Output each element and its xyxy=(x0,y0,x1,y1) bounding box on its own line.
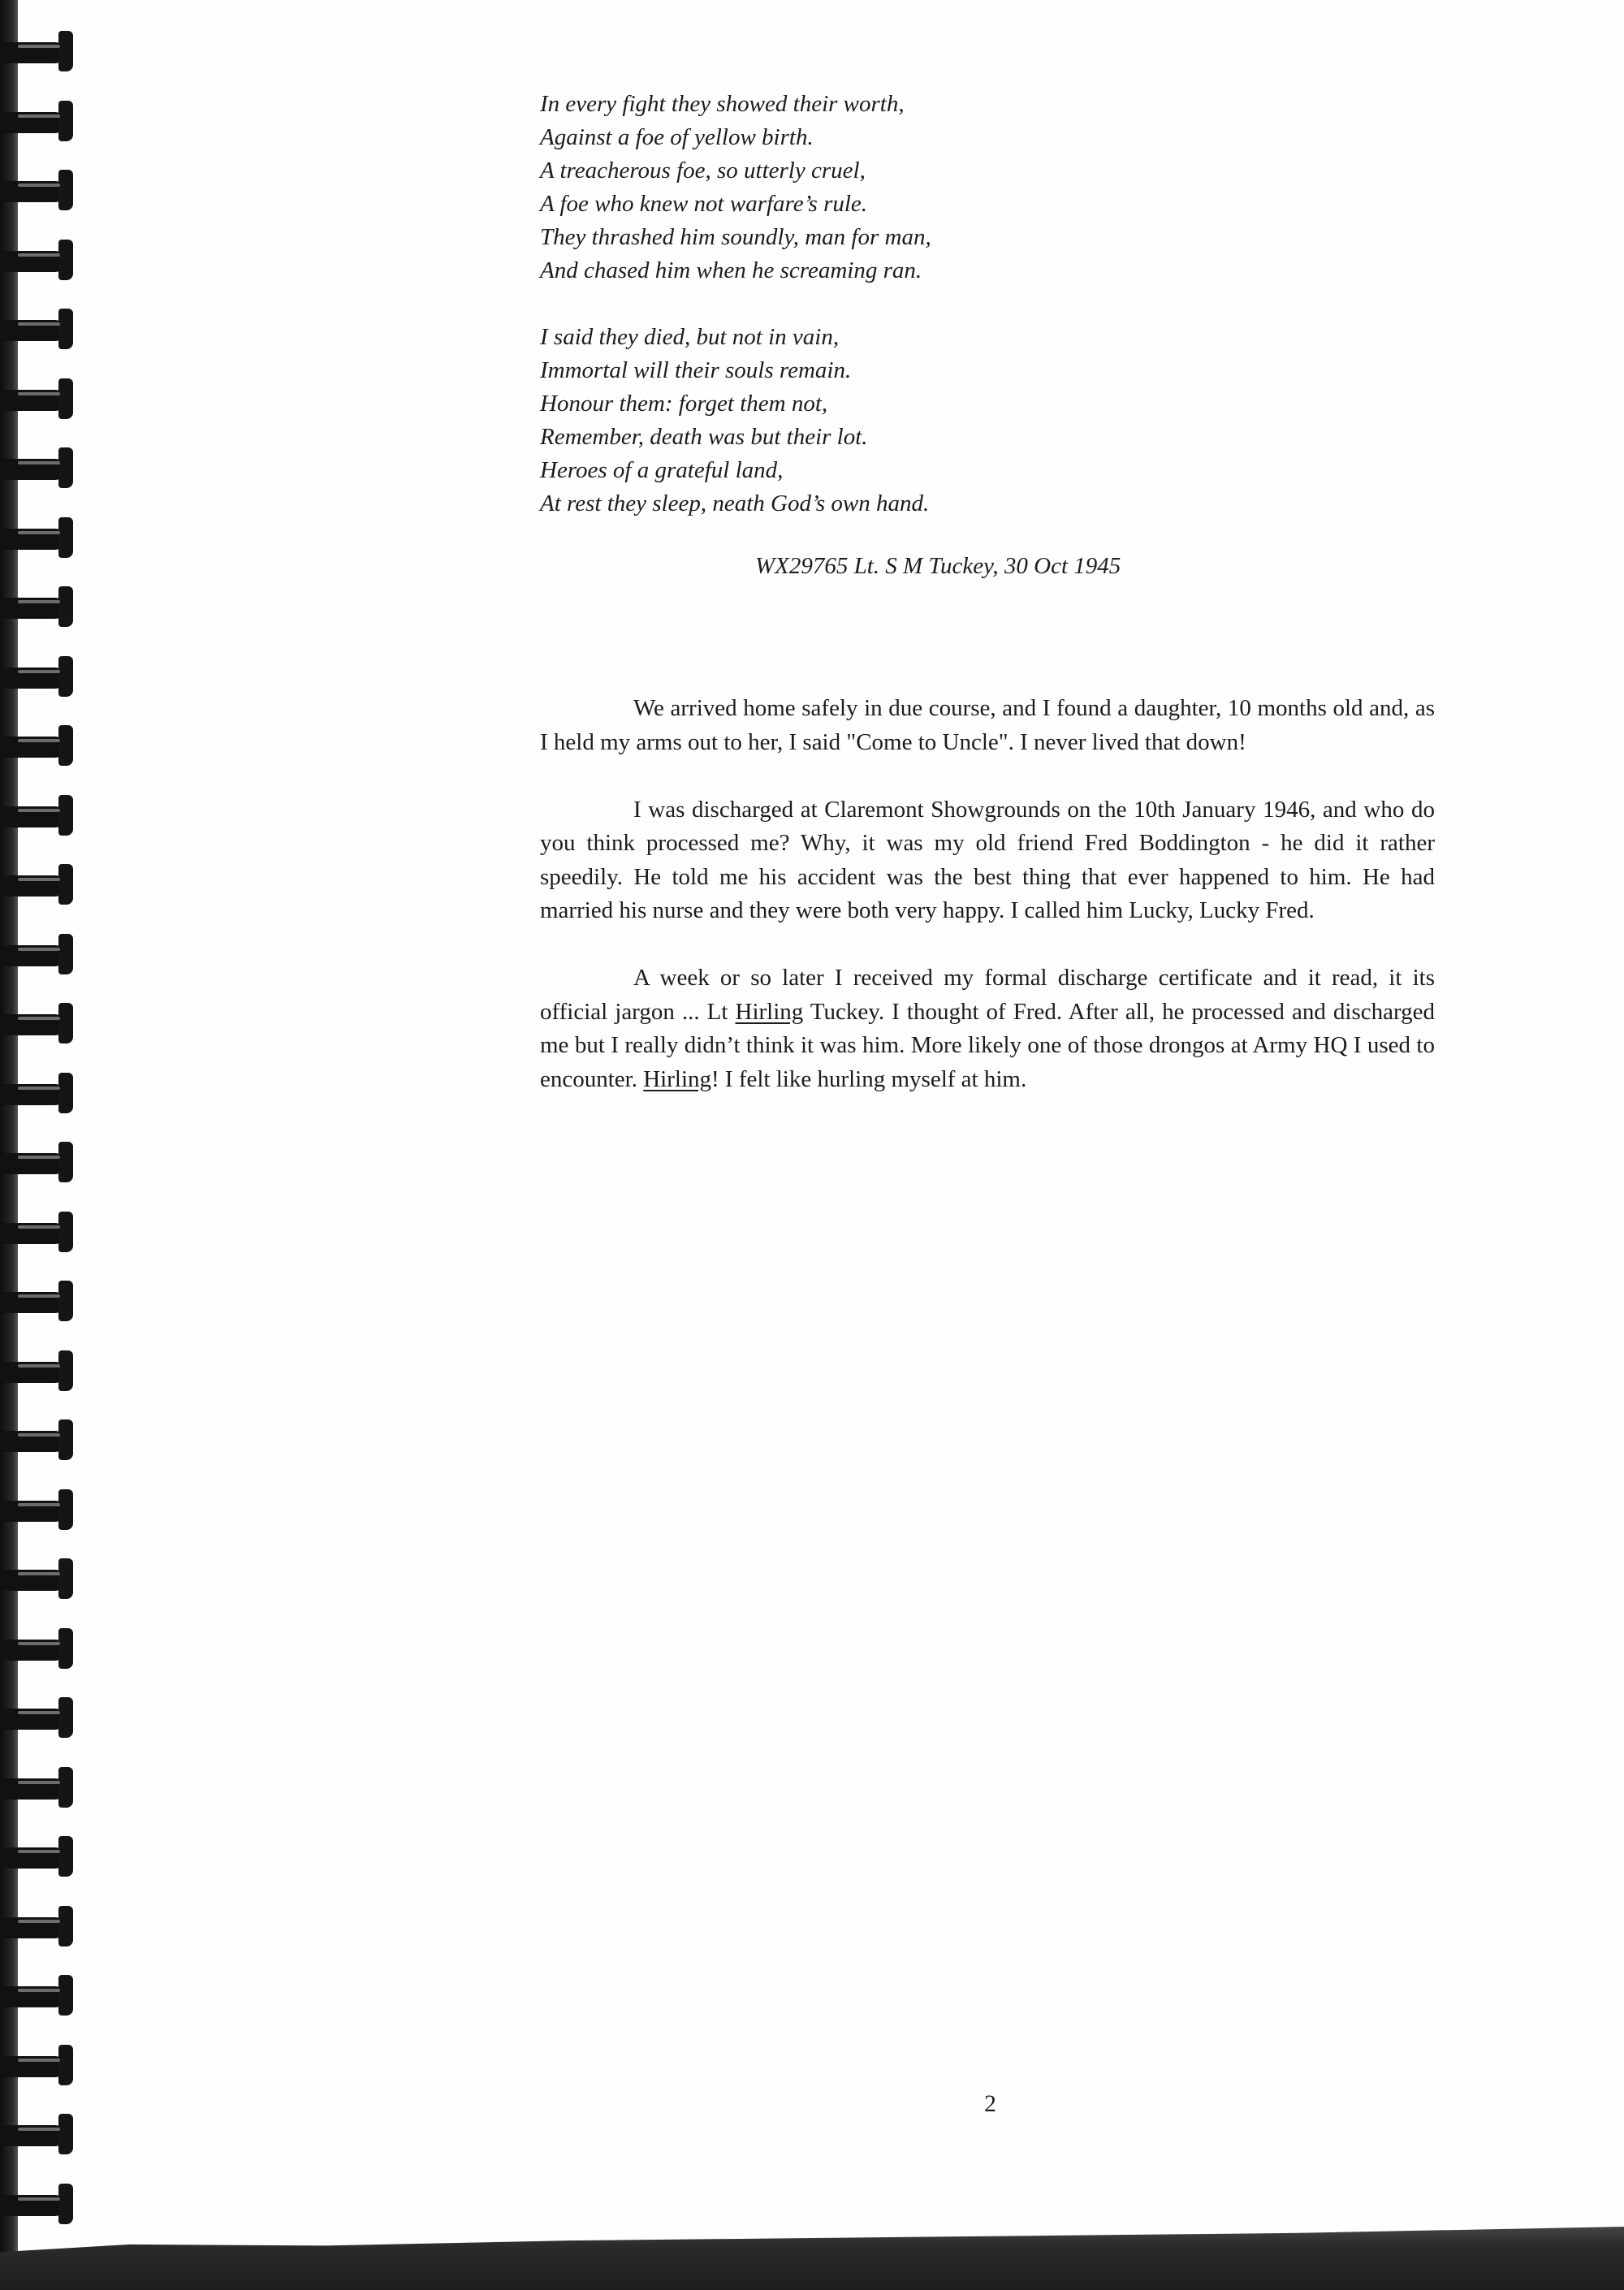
poem-line: I said they died, but not in vain, xyxy=(540,324,840,350)
binding-coil xyxy=(0,1281,80,1321)
binding-coil xyxy=(0,656,80,697)
poem-signature: WX29765 Lt. S M Tuckey, 30 Oct 1945 xyxy=(755,553,1121,579)
binding-coil xyxy=(0,31,80,71)
binding-coil xyxy=(0,2114,80,2154)
binding-coil xyxy=(0,309,80,349)
binding-coil xyxy=(0,1628,80,1669)
paragraph-discharge: I was discharged at Claremont Showgrounds on the 10th January 1946, and who do you think processed me? Why, it was my old friend Fred Boddington - he did it rather speedily. He told me his accident was the best thing that ever happened to him. He had married his nurse and they were both very happy. I called him Lucky, Lucky Fred. xyxy=(540,796,1435,923)
poem-line: A treacherous foe, so utterly cruel, xyxy=(540,158,866,184)
paragraph-text: Tuckey. I thought of Fred. After all, he processed and discharged me but I really didn’t think it was him. More likely one of those drongos at Army HQ I used to encounter. xyxy=(540,998,1435,1092)
binding-coil xyxy=(0,1489,80,1530)
page-number: 2 xyxy=(984,2090,996,2117)
poem-line: Immortal will their souls remain. xyxy=(540,357,852,383)
poem-line: A foe who knew not warfare’s rule. xyxy=(540,191,868,217)
paragraph-text: ! I felt like hurling myself at him. xyxy=(711,1065,1027,1092)
paragraph-certificate xyxy=(540,961,1435,1096)
binding-coil xyxy=(0,864,80,905)
binding-coil xyxy=(0,1767,80,1808)
poem-line: Heroes of a grateful land, xyxy=(540,457,784,483)
binding-coil xyxy=(0,447,80,488)
binding-coil xyxy=(0,101,80,141)
poem-line: Against a foe of yellow birth. xyxy=(540,124,814,150)
poem xyxy=(540,88,1435,554)
poem-line: At rest they sleep, neath God’s own hand. xyxy=(540,490,930,516)
binding-coil xyxy=(0,1212,80,1252)
binding-coil xyxy=(0,1350,80,1391)
binding-coil xyxy=(0,1419,80,1460)
binding-coil xyxy=(0,586,80,627)
underlined-word: Hirling xyxy=(643,1065,712,1092)
page-bottom-shadow xyxy=(0,2227,1624,2290)
binding-coil xyxy=(0,1142,80,1182)
binding-coil xyxy=(0,170,80,210)
spiral-binding xyxy=(0,0,89,2290)
paragraph-arrival: We arrived home safely in due course, and I found a daughter, 10 months old and, as I held my arms out to her, I said "Come to Uncle". I never lived that down! xyxy=(540,695,1435,755)
binding-coil xyxy=(0,2045,80,2085)
binding-coil xyxy=(0,1697,80,1738)
binding-coil xyxy=(0,1073,80,1113)
poem-line: Honour them: forget them not, xyxy=(540,391,828,417)
binding-coil xyxy=(0,1906,80,1946)
binding-coil xyxy=(0,725,80,766)
poem-line: They thrashed him soundly, man for man, xyxy=(540,224,931,250)
binding-coil xyxy=(0,378,80,419)
poem-line: In every fight they showed their worth, xyxy=(540,91,905,117)
prose-body xyxy=(540,692,1435,1130)
binding-coil xyxy=(0,795,80,836)
poem-line: Remember, death was but their lot. xyxy=(540,424,868,450)
binding-coil xyxy=(0,1836,80,1877)
binding-coil xyxy=(0,1975,80,2016)
poem-stanza-1 xyxy=(540,88,1435,287)
underlined-word: Hirling xyxy=(735,998,804,1025)
poem-stanza-2 xyxy=(540,321,1435,521)
binding-coil xyxy=(0,934,80,974)
binding-coil xyxy=(0,240,80,280)
poem-line: And chased him when he screaming ran. xyxy=(540,257,922,283)
binding-coil xyxy=(0,2184,80,2224)
paragraph-text: A week or so later I received my formal discharge certificate and it read, it its official jargon ... Lt xyxy=(540,965,1435,1025)
binding-coil xyxy=(0,1003,80,1043)
binding-coil xyxy=(0,517,80,558)
binding-coil xyxy=(0,1558,80,1599)
